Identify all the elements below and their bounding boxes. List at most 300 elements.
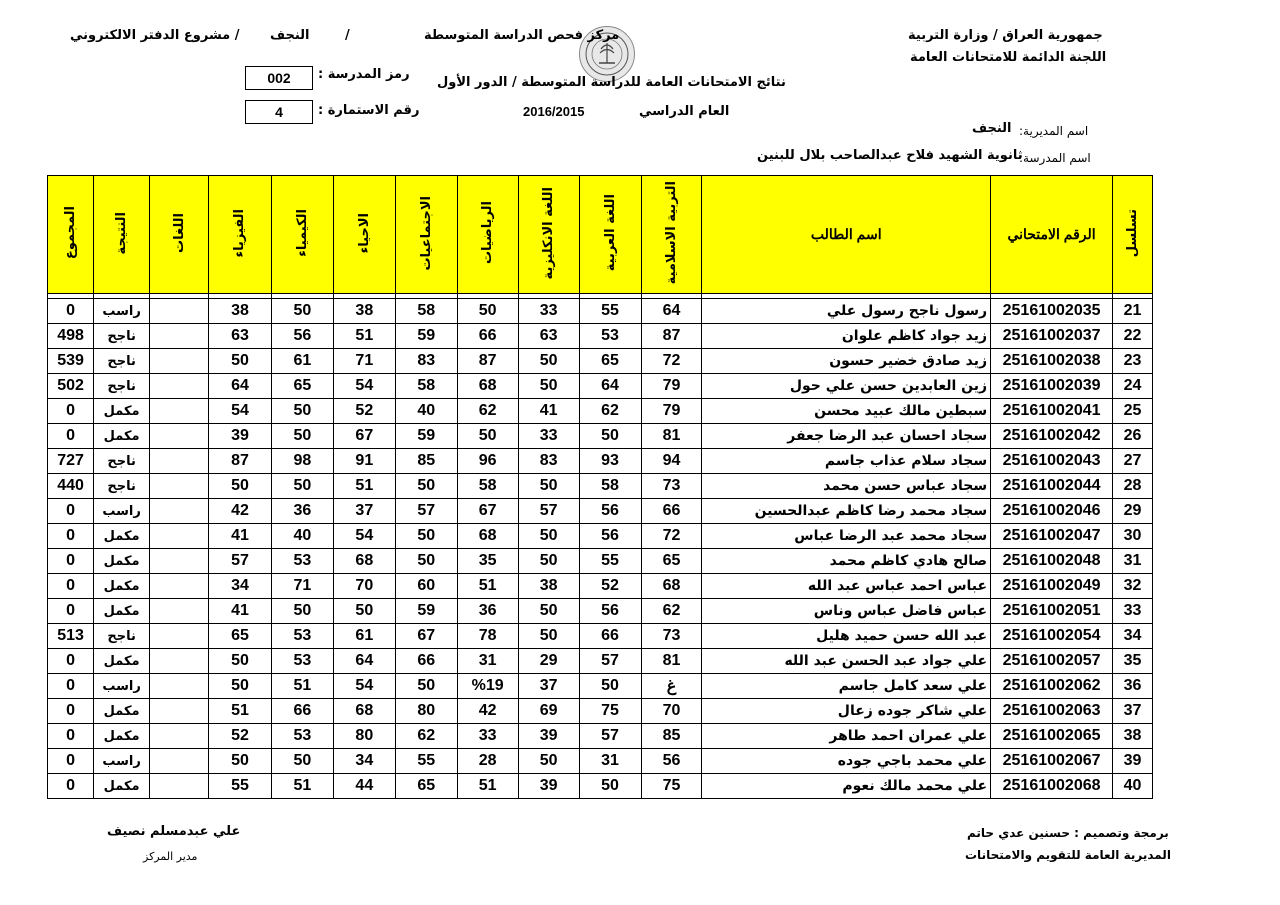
cell-islamic: 79 [641,374,702,399]
table-row [48,524,1153,549]
cell-islamic: 70 [641,699,702,724]
cell-total: 0 [48,399,94,424]
cell-chemistry: 53 [271,624,333,649]
cell-total: 0 [48,424,94,449]
cell-islamic: 73 [641,474,702,499]
cell-islamic: 68 [641,574,702,599]
cell-islamic: 64 [641,299,702,324]
cell-islamic: 62 [641,599,702,624]
cell-social: 66 [395,649,457,674]
cell-english: 50 [518,349,579,374]
cell-result: مكمل [94,724,150,749]
cell-english: 63 [518,324,579,349]
cell-chemistry: 65 [271,374,333,399]
cell-islamic: 66 [641,499,702,524]
table-header-row [48,176,1153,294]
cell-math: 78 [457,624,518,649]
cell-arabic: 57 [579,724,641,749]
cell-english: 39 [518,774,579,799]
cell-islamic: غ [641,674,702,699]
col-header-total: المجموع [48,176,94,294]
school-name-label: اسم المدرسة: [1019,151,1091,165]
cell-islamic: 87 [641,324,702,349]
cell-languages [150,424,209,449]
school-code-label: رمز المدرسة : [318,67,410,82]
cell-math: %19 [457,674,518,699]
cell-physics: 34 [209,574,272,599]
cell-serial: 26 [1113,424,1153,449]
cell-english: 39 [518,724,579,749]
cell-social: 83 [395,349,457,374]
cell-arabic: 66 [579,624,641,649]
cell-arabic: 75 [579,699,641,724]
cell-result: ناجح [94,474,150,499]
cell-chemistry: 53 [271,649,333,674]
cell-chemistry: 50 [271,474,333,499]
table-row [48,424,1153,449]
cell-arabic: 53 [579,324,641,349]
cell-result: مكمل [94,699,150,724]
table-row [48,299,1153,324]
cell-physics: 57 [209,549,272,574]
table-row [48,549,1153,574]
cell-social: 65 [395,774,457,799]
cell-exam-number: 25161002068 [991,774,1113,799]
cell-islamic: 65 [641,549,702,574]
cell-biology: 50 [333,599,395,624]
cell-english: 37 [518,674,579,699]
col-header-english: اللغة الانكليزية [518,176,579,294]
cell-math: 68 [457,374,518,399]
cell-result: مكمل [94,649,150,674]
table-row [48,499,1153,524]
cell-math: 33 [457,724,518,749]
cell-result: راسب [94,499,150,524]
cell-exam-number: 25161002062 [991,674,1113,699]
cell-chemistry: 50 [271,424,333,449]
results-title: نتائج الامتحانات العامة للدراسة المتوسطة / الدور الأول [437,75,786,90]
cell-serial: 24 [1113,374,1153,399]
cell-islamic: 79 [641,399,702,424]
cell-math: 96 [457,449,518,474]
cell-total: 0 [48,499,94,524]
cell-physics: 65 [209,624,272,649]
cell-social: 55 [395,749,457,774]
form-number-label: رقم الاستمارة : [318,103,420,118]
cell-arabic: 55 [579,299,641,324]
cell-total: 440 [48,474,94,499]
cell-total: 0 [48,774,94,799]
cell-chemistry: 51 [271,674,333,699]
cell-biology: 80 [333,724,395,749]
cell-islamic: 81 [641,649,702,674]
cell-serial: 23 [1113,349,1153,374]
col-header-result: النتيجة [94,176,150,294]
cell-arabic: 56 [579,524,641,549]
col-header-islamic: التربية الاسلامية [641,176,702,294]
cell-arabic: 65 [579,349,641,374]
cell-physics: 42 [209,499,272,524]
cell-languages [150,299,209,324]
cell-english: 29 [518,649,579,674]
cell-islamic: 85 [641,724,702,749]
cell-math: 58 [457,474,518,499]
director-name: علي عبدمسلم نصيف [107,824,241,839]
cell-english: 83 [518,449,579,474]
academic-year-value: 2016/2015 [523,104,585,119]
cell-english: 50 [518,624,579,649]
col-header-physics: الفيزياء [209,176,272,294]
cell-languages [150,674,209,699]
cell-math: 31 [457,649,518,674]
cell-english: 50 [518,474,579,499]
cell-exam-number: 25161002067 [991,749,1113,774]
cell-exam-number: 25161002065 [991,724,1113,749]
cell-social: 59 [395,324,457,349]
table-body [48,299,1153,799]
cell-math: 36 [457,599,518,624]
cell-total: 513 [48,624,94,649]
cell-result: ناجح [94,449,150,474]
cell-total: 0 [48,599,94,624]
cell-result: مكمل [94,774,150,799]
ministry-title: جمهورية العراق / وزارة التربية [908,28,1103,43]
cell-serial: 38 [1113,724,1153,749]
cell-math: 42 [457,699,518,724]
cell-student-name: علي محمد باجي جوده [702,749,991,774]
director-title: مدير المركز [143,850,198,863]
table-row [48,374,1153,399]
table-row [48,624,1153,649]
cell-serial: 27 [1113,449,1153,474]
cell-student-name: عباس فاضل عباس وناس [702,599,991,624]
cell-result: مكمل [94,424,150,449]
cell-arabic: 56 [579,499,641,524]
cell-english: 33 [518,299,579,324]
cell-student-name: سجاد محمد عبد الرضا عباس [702,524,991,549]
cell-student-name: سجاد سلام عذاب جاسم [702,449,991,474]
cell-serial: 29 [1113,499,1153,524]
cell-biology: 61 [333,624,395,649]
cell-chemistry: 50 [271,299,333,324]
cell-exam-number: 25161002042 [991,424,1113,449]
cell-student-name: زيد جواد كاظم علوان [702,324,991,349]
cell-chemistry: 51 [271,774,333,799]
cell-exam-number: 25161002039 [991,374,1113,399]
cell-languages [150,399,209,424]
cell-result: مكمل [94,574,150,599]
cell-islamic: 73 [641,624,702,649]
cell-arabic: 50 [579,774,641,799]
cell-social: 67 [395,624,457,649]
cell-english: 50 [518,749,579,774]
cell-english: 57 [518,499,579,524]
cell-total: 0 [48,549,94,574]
cell-physics: 41 [209,524,272,549]
cell-physics: 51 [209,699,272,724]
cell-student-name: عباس احمد عباس عبد الله [702,574,991,599]
cell-social: 58 [395,374,457,399]
table-row [48,349,1153,374]
cell-social: 50 [395,524,457,549]
cell-english: 41 [518,399,579,424]
cell-result: مكمل [94,524,150,549]
cell-math: 35 [457,549,518,574]
col-header-social: الاجتماعيات [395,176,457,294]
col-header-student-name: اسم الطالب [702,176,991,294]
cell-exam-number: 25161002049 [991,574,1113,599]
cell-languages [150,749,209,774]
cell-islamic: 75 [641,774,702,799]
cell-chemistry: 53 [271,724,333,749]
cell-chemistry: 71 [271,574,333,599]
cell-arabic: 93 [579,449,641,474]
cell-student-name: علي عمران احمد طاهر [702,724,991,749]
cell-total: 0 [48,699,94,724]
directorate-value: النجف [972,121,1012,136]
cell-social: 57 [395,499,457,524]
cell-total: 0 [48,574,94,599]
cell-physics: 50 [209,474,272,499]
cell-arabic: 58 [579,474,641,499]
cell-chemistry: 56 [271,324,333,349]
cell-physics: 50 [209,749,272,774]
table-row [48,574,1153,599]
cell-serial: 32 [1113,574,1153,599]
cell-social: 59 [395,424,457,449]
cell-social: 80 [395,699,457,724]
cell-total: 0 [48,749,94,774]
cell-result: ناجح [94,324,150,349]
cell-serial: 33 [1113,599,1153,624]
cell-english: 69 [518,699,579,724]
cell-social: 59 [395,599,457,624]
city-name: النجف [270,28,310,43]
cell-biology: 44 [333,774,395,799]
cell-biology: 64 [333,649,395,674]
cell-languages [150,599,209,624]
cell-serial: 21 [1113,299,1153,324]
cell-exam-number: 25161002041 [991,399,1113,424]
cell-physics: 50 [209,674,272,699]
cell-student-name: علي محمد مالك نعوم [702,774,991,799]
cell-student-name: علي سعد كامل جاسم [702,674,991,699]
col-header-serial: تسلسل [1113,176,1153,294]
cell-biology: 34 [333,749,395,774]
cell-biology: 51 [333,474,395,499]
cell-math: 50 [457,424,518,449]
cell-social: 50 [395,549,457,574]
cell-physics: 55 [209,774,272,799]
cell-serial: 39 [1113,749,1153,774]
cell-total: 498 [48,324,94,349]
cell-math: 50 [457,299,518,324]
cell-exam-number: 25161002051 [991,599,1113,624]
cell-serial: 40 [1113,774,1153,799]
school-name-value: ثانوية الشهيد فلاح عبدالصاحب بلال للبنين [757,148,1023,163]
cell-social: 50 [395,474,457,499]
table-row [48,774,1153,799]
cell-biology: 51 [333,324,395,349]
cell-chemistry: 36 [271,499,333,524]
cell-student-name: علي شاكر جوده زعال [702,699,991,724]
cell-physics: 54 [209,399,272,424]
cell-total: 0 [48,724,94,749]
cell-english: 50 [518,549,579,574]
cell-serial: 36 [1113,674,1153,699]
cell-biology: 54 [333,674,395,699]
cell-biology: 68 [333,699,395,724]
cell-languages [150,549,209,574]
cell-biology: 54 [333,524,395,549]
cell-arabic: 56 [579,599,641,624]
table-row [48,449,1153,474]
cell-social: 62 [395,724,457,749]
cell-physics: 39 [209,424,272,449]
cell-math: 68 [457,524,518,549]
cell-result: مكمل [94,399,150,424]
cell-islamic: 72 [641,524,702,549]
cell-total: 0 [48,649,94,674]
cell-serial: 34 [1113,624,1153,649]
cell-exam-number: 25161002038 [991,349,1113,374]
cell-chemistry: 50 [271,599,333,624]
cell-arabic: 50 [579,674,641,699]
cell-arabic: 57 [579,649,641,674]
cell-arabic: 62 [579,399,641,424]
col-header-arabic: اللغة العربية [579,176,641,294]
academic-year-label: العام الدراسي [639,104,730,119]
table-row [48,674,1153,699]
cell-english: 50 [518,374,579,399]
cell-biology: 38 [333,299,395,324]
cell-biology: 71 [333,349,395,374]
cell-physics: 50 [209,349,272,374]
cell-total: 0 [48,299,94,324]
cell-student-name: رسول ناجح رسول علي [702,299,991,324]
cell-serial: 35 [1113,649,1153,674]
cell-languages [150,699,209,724]
cell-student-name: زيد صادق خضير حسون [702,349,991,374]
cell-english: 38 [518,574,579,599]
table-row [48,724,1153,749]
cell-islamic: 81 [641,424,702,449]
cell-student-name: سبطين مالك عبيد محسن [702,399,991,424]
cell-arabic: 52 [579,574,641,599]
cell-arabic: 50 [579,424,641,449]
cell-exam-number: 25161002044 [991,474,1113,499]
cell-islamic: 72 [641,349,702,374]
cell-chemistry: 50 [271,749,333,774]
cell-exam-number: 25161002054 [991,624,1113,649]
cell-biology: 67 [333,424,395,449]
center-separator: / [345,28,350,43]
table-row [48,324,1153,349]
table-row [48,399,1153,424]
form-number-box: 4 [245,100,313,124]
col-header-biology: الاحياء [333,176,395,294]
cell-physics: 64 [209,374,272,399]
table-row [48,749,1153,774]
cell-languages [150,474,209,499]
table-row [48,699,1153,724]
cell-languages [150,324,209,349]
cell-math: 67 [457,499,518,524]
cell-english: 50 [518,599,579,624]
cell-serial: 30 [1113,524,1153,549]
cell-result: ناجح [94,374,150,399]
cell-chemistry: 61 [271,349,333,374]
cell-physics: 52 [209,724,272,749]
cell-languages [150,374,209,399]
cell-physics: 87 [209,449,272,474]
committee-title: اللجنة الدائمة للامتحانات العامة [910,50,1107,65]
cell-total: 502 [48,374,94,399]
col-header-math: الرياضيات [457,176,518,294]
cell-physics: 41 [209,599,272,624]
cell-serial: 37 [1113,699,1153,724]
cell-exam-number: 25161002047 [991,524,1113,549]
cell-result: مكمل [94,599,150,624]
col-header-languages: اللغات [150,176,209,294]
cell-serial: 25 [1113,399,1153,424]
cell-biology: 54 [333,374,395,399]
cell-languages [150,449,209,474]
cell-math: 87 [457,349,518,374]
cell-exam-number: 25161002048 [991,549,1113,574]
cell-result: ناجح [94,349,150,374]
cell-biology: 91 [333,449,395,474]
table-row [48,649,1153,674]
cell-social: 58 [395,299,457,324]
cell-serial: 31 [1113,549,1153,574]
cell-math: 62 [457,399,518,424]
cell-arabic: 64 [579,374,641,399]
cell-exam-number: 25161002046 [991,499,1113,524]
cell-total: 727 [48,449,94,474]
school-code-box: 002 [245,66,313,90]
cell-serial: 28 [1113,474,1153,499]
cell-social: 85 [395,449,457,474]
cell-total: 0 [48,524,94,549]
results-table [47,175,1153,799]
cell-exam-number: 25161002043 [991,449,1113,474]
cell-student-name: سجاد محمد رضا كاظم عبدالحسين [702,499,991,524]
cell-english: 33 [518,424,579,449]
cell-arabic: 31 [579,749,641,774]
cell-student-name: علي جواد عبد الحسن عبد الله [702,649,991,674]
cell-exam-number: 25161002035 [991,299,1113,324]
cell-languages [150,499,209,524]
cell-student-name: عبد الله حسن حميد هليل [702,624,991,649]
cell-chemistry: 50 [271,399,333,424]
credit-line-1: برمجة وتصميم : حسنين عدي حاتم [967,826,1169,840]
cell-math: 66 [457,324,518,349]
cell-languages [150,349,209,374]
cell-result: راسب [94,299,150,324]
cell-chemistry: 66 [271,699,333,724]
cell-result: ناجح [94,624,150,649]
cell-physics: 38 [209,299,272,324]
cell-physics: 50 [209,649,272,674]
cell-student-name: سجاد احسان عبد الرضا جعفر [702,424,991,449]
cell-biology: 52 [333,399,395,424]
cell-result: مكمل [94,549,150,574]
cell-chemistry: 53 [271,549,333,574]
cell-social: 60 [395,574,457,599]
cell-biology: 68 [333,549,395,574]
cell-total: 539 [48,349,94,374]
